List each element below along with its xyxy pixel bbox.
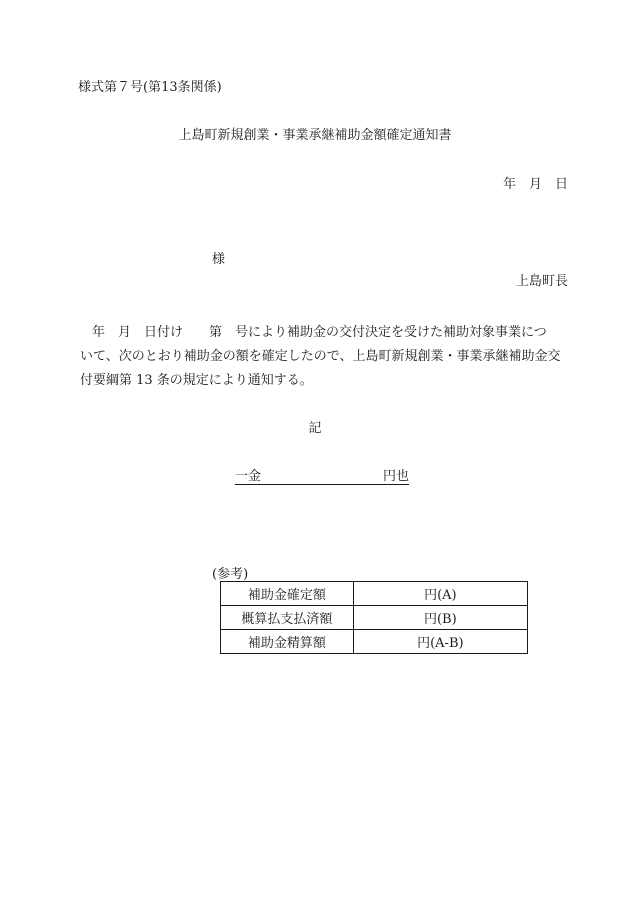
amount-prefix: 一金 [235,469,262,484]
reference-label: (参考) [212,567,249,582]
table-row [221,582,528,606]
amount-suffix: 円也 [382,469,409,484]
ki-heading: 記 [308,421,322,436]
addressee-suffix: 様 [212,252,226,267]
table-cell-value: 円(B) [353,606,527,630]
document-title: 上島町新規創業・事業承継補助金額確定通知書 [178,128,452,143]
body-text-line: 付要綱第 13 条の規定により通知する。 [80,373,313,388]
table-row [221,630,528,654]
table-cell-value: 円(A) [353,582,527,606]
table-cell-label: 概算払支払済額 [221,606,354,630]
table-cell-label: 補助金確定額 [221,582,354,606]
body-text-line: 年 月 日付け 第 号により補助金の交付決定を受けた補助対象事業につ [92,325,547,340]
body-text-line: いて、次のとおり補助金の額を確定したので、上島町新規創業・事業承継補助金交 [80,349,561,364]
reference-table [220,581,528,654]
table-row [221,606,528,630]
form-number: 様式第７号(第13条関係) [78,80,222,95]
issuer: 上島町長 [515,274,568,289]
table-cell-label: 補助金精算額 [221,630,354,654]
amount-line [235,465,409,485]
date-line: 年 月 日 [502,177,568,192]
table-cell-value: 円(A-B) [353,630,527,654]
